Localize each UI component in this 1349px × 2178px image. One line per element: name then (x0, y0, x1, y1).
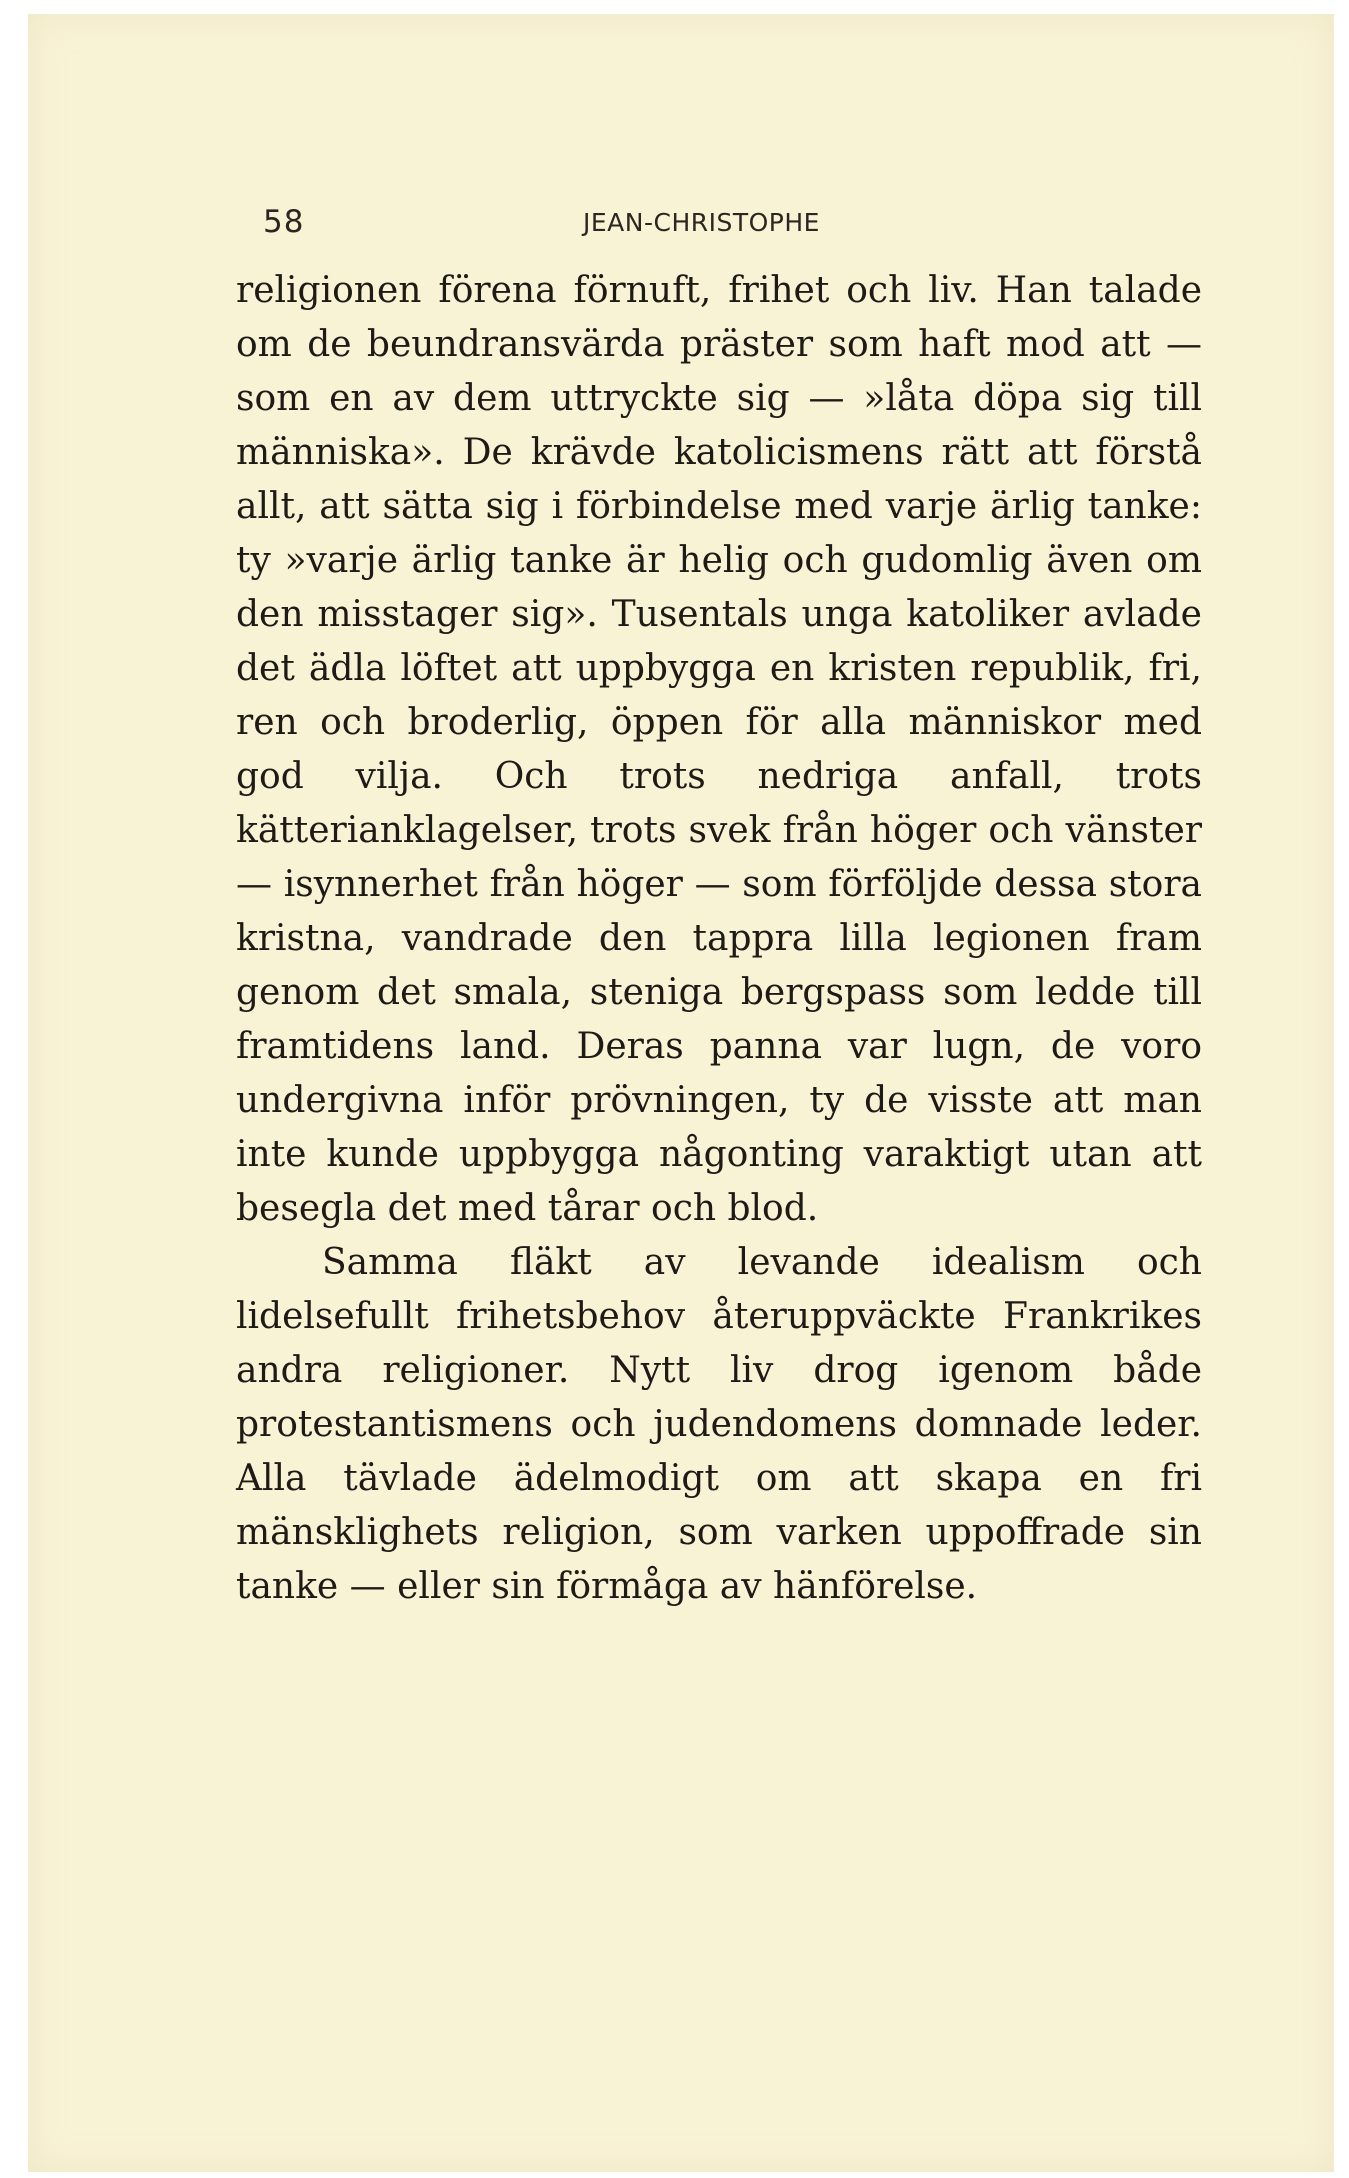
running-title: JEAN-CHRISTOPHE (583, 208, 820, 237)
paragraph-1: religionen förena förnuft, frihet och liv. Han talade om de beundransvärda präster som haft mod att — som en av dem uttryckte sig — »låta döpa sig till människa». De krävde katolicismens rätt att förstå allt, att sätta sig i förbindelse med varje ärlig tanke: ty »varje ärlig tanke är helig och gudomlig även om den misstager sig». Tusentals unga katoliker avlade det ädla löftet att uppbygga en kristen republik, fri, ren och broderlig, öppen för alla människor med god vilja. Och trots nedriga anfall, trots kätterianklagelser, trots svek från höger och vänster — isynnerhet från höger — som förföljde dessa stora kristna, vandrade den tappra lilla legionen fram genom det smala, steniga bergspass som ledde till framtidens land. Deras panna var lugn, de voro undergivna inför prövningen, ty de visste att man inte kunde uppbygga någonting varaktigt utan att besegla det med tårar och blod. (236, 270, 1202, 1229)
page-header (263, 204, 903, 256)
body-text (236, 264, 1202, 1614)
paragraph-2: Samma fläkt av levande idealism och lidelsefullt frihetsbehov återuppväckte Frankrikes andra religioner. Nytt liv drog igenom både protestantismens och judendomens domnade leder. Alla tävlade ädelmodigt om att skapa en fri mänsklighets religion, som varken uppoffrade sin tanke — eller sin förmåga av hänförelse. (236, 1242, 1202, 1607)
page-number: 58 (263, 204, 305, 240)
